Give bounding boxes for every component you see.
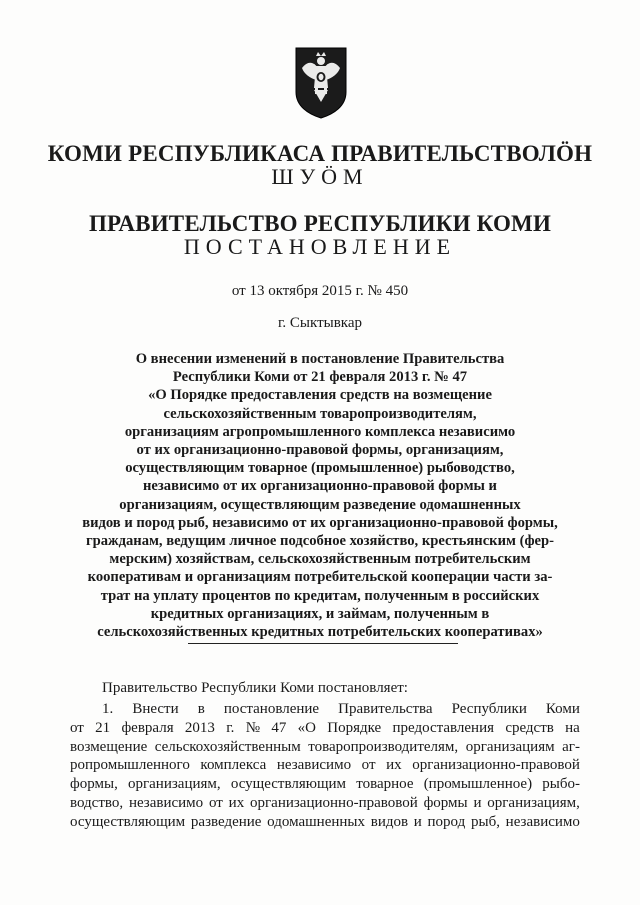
paragraph-line [70,794,580,813]
paragraph-word: 1. [102,701,114,717]
heading-line: Республики Коми от 21 февраля 2013 г. № 47 [172,369,468,386]
paragraph-word: на [565,719,580,736]
paragraph-word: видов [370,813,409,830]
paragraph-line [70,813,580,832]
paragraph-word: организациям, [128,776,221,793]
heading-line: сельскохозяйственным товаропроизводителям, [163,405,477,422]
komi-government-title: КОМИ РЕСПУБЛИКАСА ПРАВИТЕЛЬСТВОЛӦН [47,141,593,166]
paragraph-word: ропромышленного [70,757,190,774]
decree-intro: Правительство Республики Коми постановляет: [102,680,408,696]
paragraph-word: независимо [276,757,352,774]
paragraph-line [70,775,580,794]
heading-line: «О Порядке предоставления средств на возмещение [148,387,492,404]
paragraph-word: рыб, [470,813,500,830]
paragraph-word: организациям, [487,794,580,811]
government-title: ПРАВИТЕЛЬСТВО РЕСПУБЛИКИ КОМИ [88,211,552,236]
document-heading [60,350,580,641]
heading-line: организациям, осуществляющим разведение одомашненных [119,496,521,513]
paragraph-word: товаропроизводителям, [308,738,459,755]
paragraph-word: водство, [70,794,124,811]
paragraph-word: «О [297,719,316,736]
paragraph-word: (промышленное) [423,776,533,793]
paragraph-word: осуществляющим [230,776,347,793]
paragraph-word: одомашненных [267,813,366,830]
heading-line: от их организационно-правовой формы, организациям, [136,442,504,459]
paragraph-word: и [473,794,482,811]
heading-line: организациям агропромышленного комплекса независимо [124,423,516,440]
paragraph-word: № [245,719,261,736]
paragraph-word: Внести [132,701,179,717]
paragraph-word: аг- [562,738,580,755]
paragraph-word: 47 [271,719,287,736]
paragraph-word: организационно-правовой [412,757,580,774]
paragraph-word: Порядке [327,719,382,736]
heading-divider [188,643,458,644]
paragraph-line [70,756,580,775]
paragraph-word: средств [505,719,554,736]
paragraph-word: от [70,719,84,736]
heading-line: мерским) хозяйствам, сельскохозяйственным потребительским [109,551,531,568]
paragraph-word: их [228,794,245,811]
heading-line: кредитных организациях, и займам, полученным в [150,605,490,622]
document-city: г. Сыктывкар [277,315,363,331]
paragraph-word: их [386,757,402,774]
paragraph-word: предоставления [392,719,495,736]
decree-paragraph [70,700,580,832]
paragraph-word: рыбо- [542,776,580,793]
paragraph-word: организационно-правовой [250,794,418,811]
paragraph-word: февраля [121,719,174,736]
paragraph-line [70,738,580,757]
paragraph-word: Республики [451,701,527,717]
paragraph-word: независимо [505,813,580,830]
paragraph-line [70,719,580,738]
document-type: ПОСТАНОВЛЕНИЕ [183,234,457,259]
document-date-number: от 13 октября 2015 г. № 450 [231,283,409,299]
heading-line: трат на уплату процентов по кредитам, полученным в российских [100,587,540,604]
heading-line: независимо от их организационно-правовой формы и [143,478,497,495]
heading-line: сельскохозяйственных кредитных потребительских кооперативах» [97,624,543,641]
paragraph-word: 2013 [184,719,215,736]
paragraph-word: в [197,701,205,717]
paragraph-word: сельскохозяйственным [154,738,301,755]
paragraph-word: Коми [545,701,580,717]
paragraph-word: г. [226,719,235,736]
komi-document-type: ШУӦМ [271,164,369,189]
komi-coat-of-arms-icon [294,46,348,120]
heading-line: О внесении изменений в постановление Правительства [135,351,505,367]
paragraph-word: Правительства [338,701,433,717]
paragraph-word: организациям [465,738,555,755]
paragraph-word: возмещение [70,738,148,755]
paragraph-word: 21 [95,719,111,736]
heading-line: гражданам, ведущим личное подсобное хозяйство, крестьянским (фер- [85,533,554,550]
paragraph-word: комплекса [200,757,267,774]
paragraph-word: формы, [70,776,118,793]
paragraph-word: независимо [128,794,204,811]
heading-line: кооперативам и организациям потребительской кооперации части за- [87,569,553,586]
heading-line: видов и пород рыб, независимо от их организационно-правовой формы, [82,514,558,531]
paragraph-word: от [209,794,223,811]
heading-line: осуществляющим товарное (промышленное) рыбоводство, [125,460,515,477]
paragraph-word: разведение [190,813,262,830]
paragraph-word: пород [427,813,466,830]
paragraph-word: осуществляющим [70,813,186,830]
paragraph-word: постановление [223,701,320,717]
paragraph-word: и [413,813,422,830]
paragraph-word: от [361,757,376,774]
paragraph-word: формы [423,794,468,811]
paragraph-word: товарное [356,776,414,793]
paragraph-line [70,700,580,719]
